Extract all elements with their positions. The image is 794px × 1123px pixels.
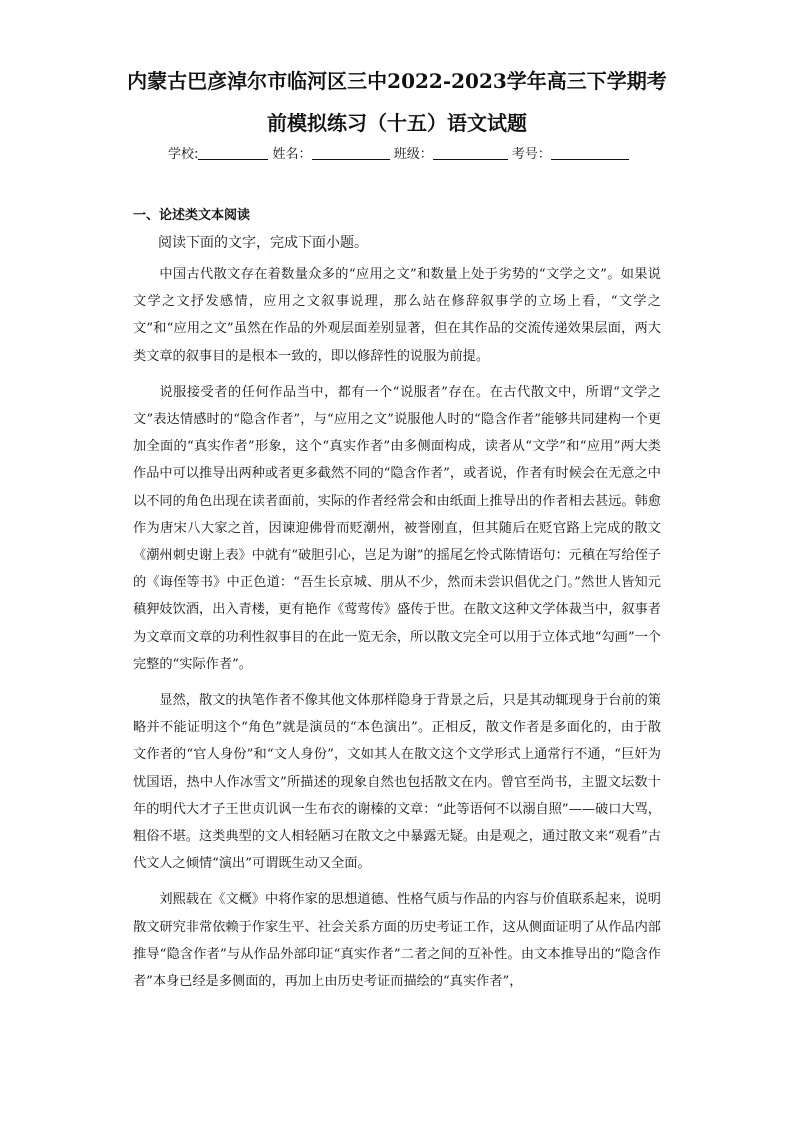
- exam-no-label: 考号：: [511, 147, 551, 162]
- school-blank[interactable]: [198, 145, 268, 160]
- class-label: 班级：: [393, 147, 433, 162]
- school-label: 学校:: [168, 147, 199, 162]
- exam-no-blank[interactable]: [551, 145, 629, 160]
- passage-paragraph: 说服接受者的任何作品当中，都有一个“说服者”存在。在古代散文中，所谓“文学之文”表达情感时的“隐含作者”，与“应用之文”说服他人时的“隐含作者”能够共同建构一个更加全面的“真实作者”形象，这个“真实作者”由多侧面构成，读者从“文学”和“应用”两大类作品中可以推导出两种或者更多截然不同的“隐含作者”，或者说，作者有时候会在无意之中以不同的角色出现在读者面前，实际的作者经常会和由纸面上推导出的作者相去甚远。韩愈作为唐宋八大家之首，因谏迎佛骨而贬潮州，被誉刚直，但其随后在贬官路上完成的散文《潮州刺史谢上表》中就有“破胆引心，岂足为谢”的摇尾乞怜式陈情语句：元稹在写给侄子的《诲侄等书》中正色道：“吾生长京城、朋从不少，然而未尝识倡优之门。”然世人皆知元稹狎妓饮酒，出入青楼，更有艳作《莺莺传》盛传于世。在散文这种文学体裁当中，叙事者为文章而文章的功利性叙事目的在此一览无余，所以散文完全可以用于立体式地“勾画”一个完整的“实际作者”。: [133, 384, 661, 672]
- passage-paragraph: 刘熙载在《文概》中将作家的思想道德、性格气质与作品的内容与价值联系起来，说明散文研究非常依赖于作家生平、社会关系方面的历史考证工作，这从侧面证明了从作品内部推导“隐含作者”与从作品外部印证“真实作者”二者之间的互补性。由文本推导出的“隐含作者”本身已经是多侧面的，再加上由历史考证而描绘的“真实作者”，: [133, 892, 661, 990]
- passage-paragraph: 中国古代散文存在着数量众多的“应用之文”和数量上处于劣势的“文学之文”。如果说文学之文抒发感情，应用之文叙事说理，那么站在修辞叙事学的立场上看，“文学之文”和“应用之文”虽然在作品的外观层面差别显著，但在其作品的交流传递效果层面，两大类文章的叙事目的是根本一致的，即以修辞性的说服为前提。: [133, 267, 661, 364]
- name-blank[interactable]: [312, 145, 390, 160]
- exam-title-line1: 内蒙古巴彦淖尔市临河区三中2022-2023学年高三下学期考: [127, 69, 667, 93]
- name-label: 姓名：: [272, 147, 312, 162]
- section-instruction: 阅读下面的文字，完成下面小题。: [158, 235, 368, 251]
- student-info-row: [168, 145, 648, 164]
- exam-title-line2: 前模拟练习（十五）语文试题: [267, 111, 527, 135]
- section-heading: 一、论述类文本阅读: [133, 208, 251, 223]
- passage: [133, 261, 661, 1004]
- class-blank[interactable]: [433, 145, 508, 160]
- passage-paragraph: 显然，散文的执笔作者不像其他文体那样隐身于背景之后，只是其动辄现身于台前的策略并不能证明这个“角色”就是演员的“本色演出”。正相反，散文作者是多面化的，由于散文作者的“官人身份”和“文人身份”，文如其人在散文这个文学形式上通常行不通，“巨奸为忧国语，热中人作冰雪文”所描述的现象自然也包括散文在内。曾官至尚书，主盟文坛数十年的明代大才子王世贞讥讽一生布衣的谢榛的文章：“此等语何不以溺自照”——破口大骂，粗俗不堪。这类典型的文人相轻陋习在散文之中暴露无疑。由是观之，通过散文来“观看”古代文人之倾情“演出”可谓既生动又全面。: [133, 693, 661, 872]
